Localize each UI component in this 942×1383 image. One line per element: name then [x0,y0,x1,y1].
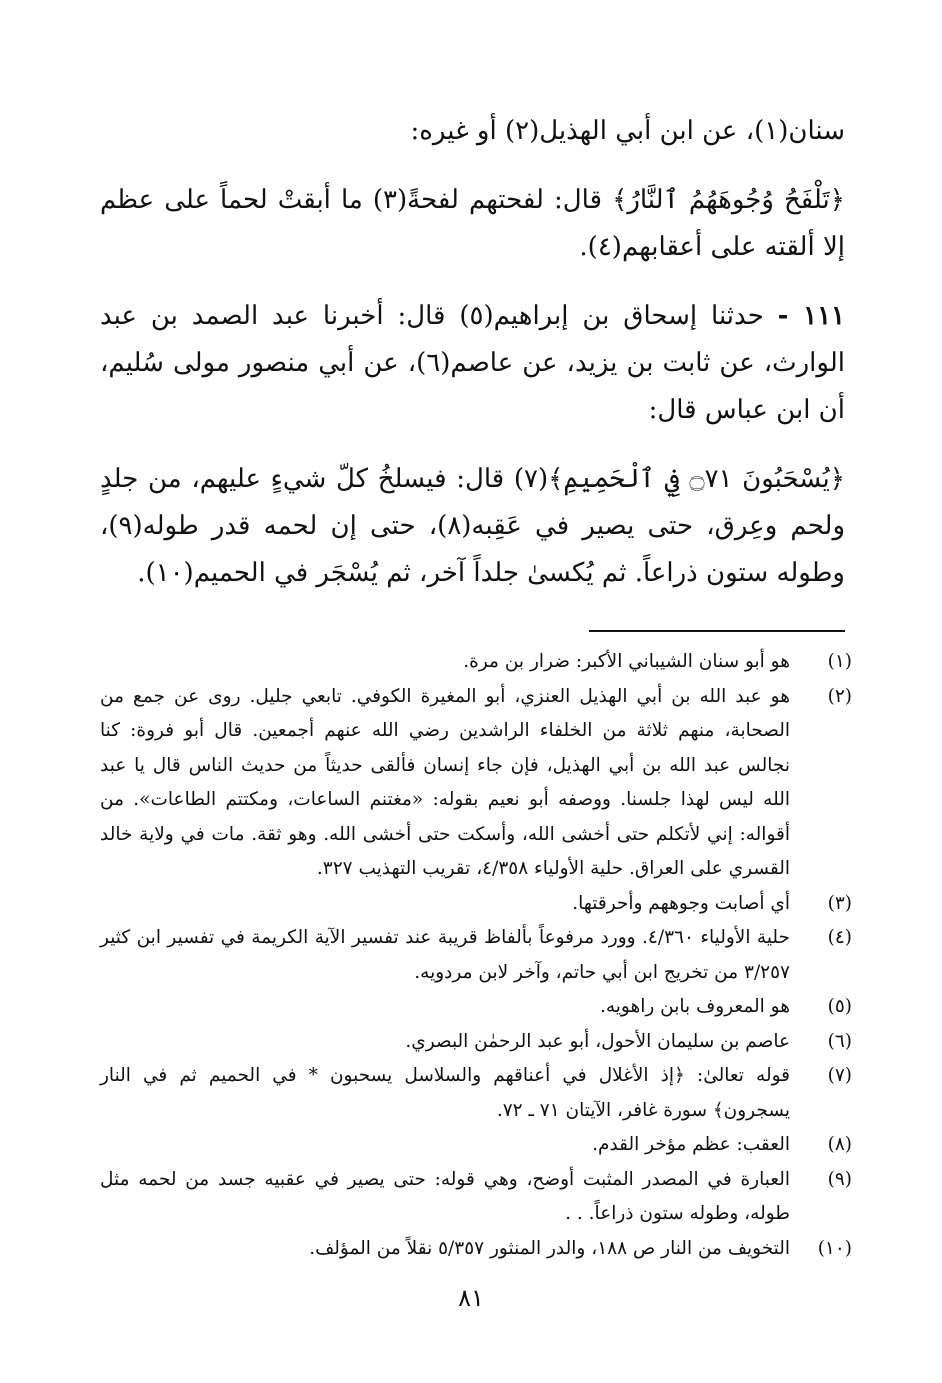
main-text [100,108,845,597]
footnote-text: عاصم بن سليمان الأحول، أبو عبد الرحمٰن البصري. [405,1030,790,1052]
footnote [100,1163,852,1232]
footnote [100,887,852,922]
footnote-text: حلية الأولياء ٤/٣٦٠. وورد مرفوعاً بألفاظ قريبة عند تفسير الآية الكريمة في تفسير ابن كثير ٣/٢٥٧ من تخريج ابن أبي حاتم، وآخر لابن مردويه. [100,927,790,983]
paragraph-3-text: حدثنا إسحاق بن إبراهيم(٥) قال: أخبرنا عبد الصمد بن عبد الوارث، عن ثابت بن يزيد، عن عاصم(٦)، عن أبي منصور مولى سُليم، أن ابن عباس قال: [100,301,845,425]
footnote-number: (٢) [827,685,852,707]
footnote-separator [589,630,845,632]
footnote-text: هو عبد الله بن أبي الهذيل العنزي، أبو المغيرة الكوفي. تابعي جليل. روى عن جمع من الصحابة، منهم ثلاثة من الخلفاء الراشدين رضي الله عنهم أجمعين. قال أبو فروة: كنا نجالس عبد الله بن أبي الهذيل، فإن جاء إنسان فألقى حديثاً من حديث الناس قال يا عبد الله ليس لهذا جلسنا. ووصفه أبو نعيم بقوله: «مغتنم الساعات، ومكتتم الطاعات». من أقواله: إني لأتكلم حتى أخشى الله، وأسكت حتى أخشى الله. وهو ثقة. مات في ولاية خالد القسري على العراق. حلية الأولياء ٤/٣٥٨، تقريب التهذيب ٣٢٧. [100,685,790,879]
footnotes [100,645,852,1266]
footnote [100,990,852,1025]
paragraph-1: سنان(١)، عن ابن أبي الهذيل(٢) أو غيره: [410,116,845,146]
footnote-text: العقب: عظم مؤخر القدم. [592,1134,790,1155]
footnote-text: التخويف من النار ص ١٨٨، والدر المنثور ٥/٣٥٧ نقلاً من المؤلف. [309,1237,790,1259]
paragraph-4: ﴿يُسْحَبُونَ ۝٧١ فِي ٱلْحَمِيمِ﴾(٧) قال: فيسلخُ كلّ شيءٍ عليهم، من جلدٍ ولحم وعِرق، حتى يصير في عَقِبه(٨)، حتى إن لحمه قدر طوله(٩)، وطوله ستون ذراعاً. ثم يُكسىٰ جلداً آخر، ثم يُسْجَر في الحميم(١٠). [100,464,845,588]
footnote [100,1232,852,1267]
footnote-number: (٤) [827,927,852,948]
page-number: ٨١ [458,1284,484,1312]
footnote-number: (٧) [827,1065,852,1086]
footnote [100,1025,852,1060]
paragraph-2: ﴿تَلْفَحُ وُجُوهَهُمُ ٱلنَّارُ﴾ قال: لفحتهم لفحةً(٣) ما أبقتْ لحماً على عظم إلا ألقته على أعقابهم(٤). [100,185,845,262]
footnote [100,1059,852,1128]
footnote-text: العبارة في المصدر المثبت أوضح، وهي قوله: حتى يصير في عقبيه جسد من لحمه مثل طوله، وطوله ستون ذراعاً. . . [100,1168,790,1224]
footnote-number: (٥) [827,996,852,1017]
footnote-text: هو أبو سنان الشيباني الأكبر: ضرار بن مرة. [463,651,790,672]
footnote-number: (١) [827,651,852,672]
footnote [100,645,852,680]
footnote-text: أي أصابت وجوههم وأحرقتها. [572,892,790,914]
hadith-number: ١١١ - [777,301,846,331]
footnote-number: (١٠) [817,1237,852,1259]
paragraph-3 [100,293,845,434]
footnote-number: (٣) [827,892,852,914]
footnote-text: قوله تعالىٰ: ﴿إذ الأغلال في أعناقهم والسلاسل يسحبون * في الحميم ثم في النار يسجرون﴾ سورة غافر، الآيتان ٧١ ـ ٧٢. [100,1065,790,1121]
footnote-text: هو المعروف بابن راهويه. [599,996,790,1017]
footnote [100,921,852,990]
footnote-number: (٨) [827,1134,852,1155]
footnote-number: (٩) [827,1168,852,1190]
footnote [100,680,852,887]
footnote [100,1128,852,1163]
footnote-number: (٦) [827,1030,852,1052]
